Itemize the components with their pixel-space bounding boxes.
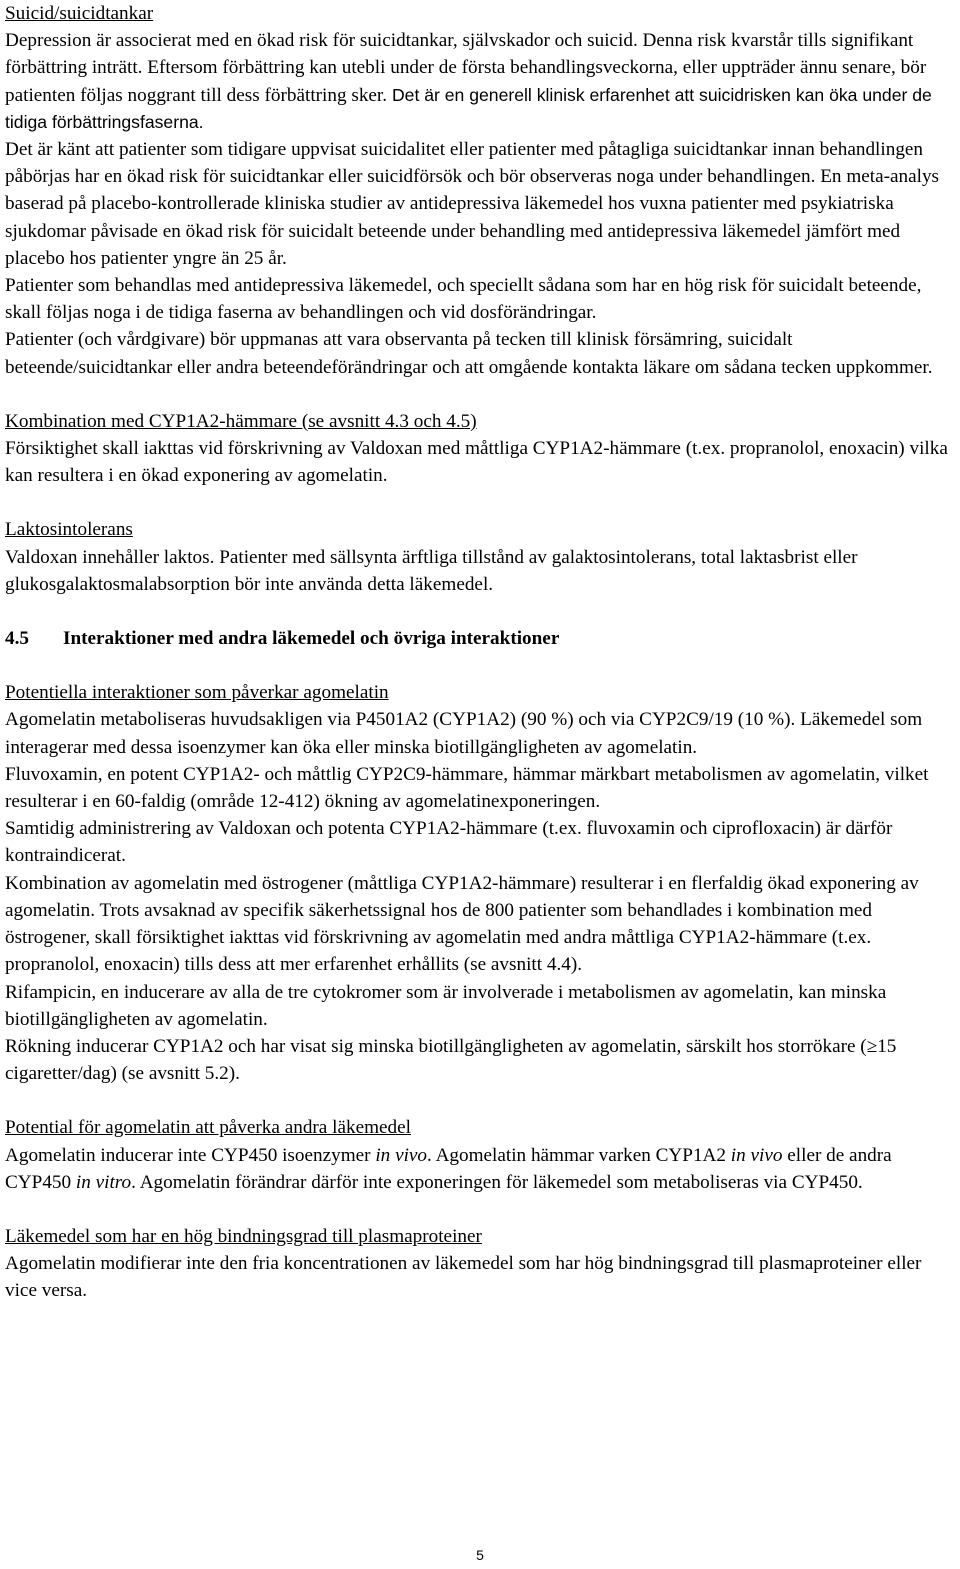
italic-text: in vivo (375, 1144, 428, 1166)
paragraph: Patienter som behandlas med antidepressiva läkemedel, och speciellt sådana som har en hög risk för suicidalt beteende, skall följas noga i de tidiga faserna av behandlingen och vid dosförändringar. (5, 275, 922, 324)
paragraph: Agomelatin metaboliseras huvudsakligen via P4501A2 (CYP1A2) (90 %) och via CYP2C9/19 (10 %). Läkemedel som interagerar med dessa isoenzymer kan öka eller minska biotillgängligheten av agomelatin. (5, 709, 923, 758)
section-title-interactions-affecting: Potentiella interaktioner som påverkar agomelatin (5, 682, 389, 704)
paragraph: Samtidig administrering av Valdoxan och potenta CYP1A2-hämmare (t.ex. fluvoxamin och ciprofloxacin) är därför kontraindicerat. (5, 818, 893, 867)
paragraph: Fluvoxamin, en potent CYP1A2- och måttlig CYP2C9-hämmare, hämmar märkbart metabolismen av agomelatin, vilket resulterar i en 60-faldig (område 12-412) ökning av agomelatinexponeringen. (5, 763, 929, 813)
section-title-plasma-protein: Läkemedel som har en hög bindningsgrad till plasmaproteiner (5, 1225, 482, 1247)
section-heading-text: Interaktioner med andra läkemedel och övriga interaktioner (63, 628, 560, 650)
paragraph-text-sans: Det är en generell klinisk erfarenhet att suicidrisken kan öka under de tidiga förbättringsfaserna. (5, 84, 932, 132)
text-run: eller de andra CYP450 (5, 1144, 892, 1193)
section-number: 4.5 (5, 628, 29, 650)
paragraph: Patienter (och vårdgivare) bör uppmanas att vara observanta på tecken till klinisk försämring, suicidalt beteende/suicidtankar eller andra beteendeförändringar och att omgående kontakta läkare om sådana tecken uppkommer. (5, 329, 933, 378)
text-run: . Agomelatin förändrar därför inte exponeringen för läkemedel som metaboliseras via CYP450. (131, 1171, 863, 1193)
section-title-cyp1a2: Kombination med CYP1A2-hämmare (se avsnitt 4.3 och 4.5) (5, 410, 477, 432)
italic-text: in vivo (730, 1144, 783, 1166)
document-page (5, 0, 957, 1305)
paragraph-text: Depression är associerat med en ökad risk för suicidtankar, självskador och suicid. Denna risk kvarstår tills signifikant förbättring inträtt. Eftersom förbättring kan utebli under de första behandlingsveckorna, eller uppträder ännu senare, bör patienten följas noggrant till dess förbättring sker. (5, 30, 927, 106)
section-title-agomelatin-effect: Potential för agomelatin att påverka andra läkemedel (5, 1117, 411, 1139)
section-heading-4-5 (5, 625, 957, 652)
paragraph: Det är känt att patienter som tidigare uppvisat suicidalitet eller patienter med påtagliga suicidtankar innan behandlingen påbörjas har en ökad risk för suicidtankar eller suicidförsök och bör observeras noga under behandlingen. En meta-analys baserad på placebo-kontrollerade kliniska studier av antidepressiva läkemedel hos vuxna patienter med psykiatriska sjukdomar påvisade en ökad risk för suicidalt beteende under behandling med antidepressiva läkemedel jämfört med placebo hos patienter yngre än 25 år. (5, 139, 940, 269)
paragraph (5, 1142, 957, 1196)
italic-text: in vitro (75, 1171, 132, 1193)
section-title-suicide: Suicid/suicidtankar (5, 3, 154, 24)
paragraph: Rifampicin, en inducerare av alla de tre cytokromer som är involverade i metabolismen av agomelatin, kan minska biotillgängligheten av agomelatin. (5, 981, 887, 1030)
paragraph: Kombination av agomelatin med östrogener (måttliga CYP1A2-hämmare) resulterar i en flerfaldig ökad exponering av agomelatin. Trots avsaknad av specifik säkerhetssignal hos de 800 patienter som behandlades i kombination med östrogener, skall försiktighet iakttas vid förskrivning av agomelatin med andra måttliga CYP1A2-hämmare (t.ex. propranolol, enoxacin) tills dess att mer erfarenhet erhållits (se avsnitt 4.4). (5, 872, 919, 976)
text-run: . Agomelatin hämmar varken CYP1A2 (427, 1144, 731, 1166)
text-run: Agomelatin inducerar inte CYP450 isoenzymer (5, 1144, 376, 1166)
paragraph (5, 27, 957, 136)
paragraph: Rökning inducerar CYP1A2 och har visat sig minska biotillgängligheten av agomelatin, särskilt hos storrökare (≥15 cigaretter/dag) (se avsnitt 5.2). (5, 1035, 897, 1085)
page-number: 5 (476, 1547, 484, 1563)
paragraph: Försiktighet skall iakttas vid förskrivning av Valdoxan med måttliga CYP1A2-hämmare (t.ex. propranolol, enoxacin) vilka kan resultera i en ökad exponering av agomelatin. (5, 438, 948, 487)
section-title-lactose: Laktosintolerans (5, 519, 133, 541)
paragraph: Agomelatin modifierar inte den fria koncentrationen av läkemedel som har hög bindningsgrad till plasmaproteiner eller vice versa. (5, 1253, 922, 1302)
paragraph: Valdoxan innehåller laktos. Patienter med sällsynta ärftliga tillstånd av galaktosintolerans, total laktasbrist eller glukosgalaktosmalabsorption bör inte använda detta läkemedel. (5, 546, 858, 595)
